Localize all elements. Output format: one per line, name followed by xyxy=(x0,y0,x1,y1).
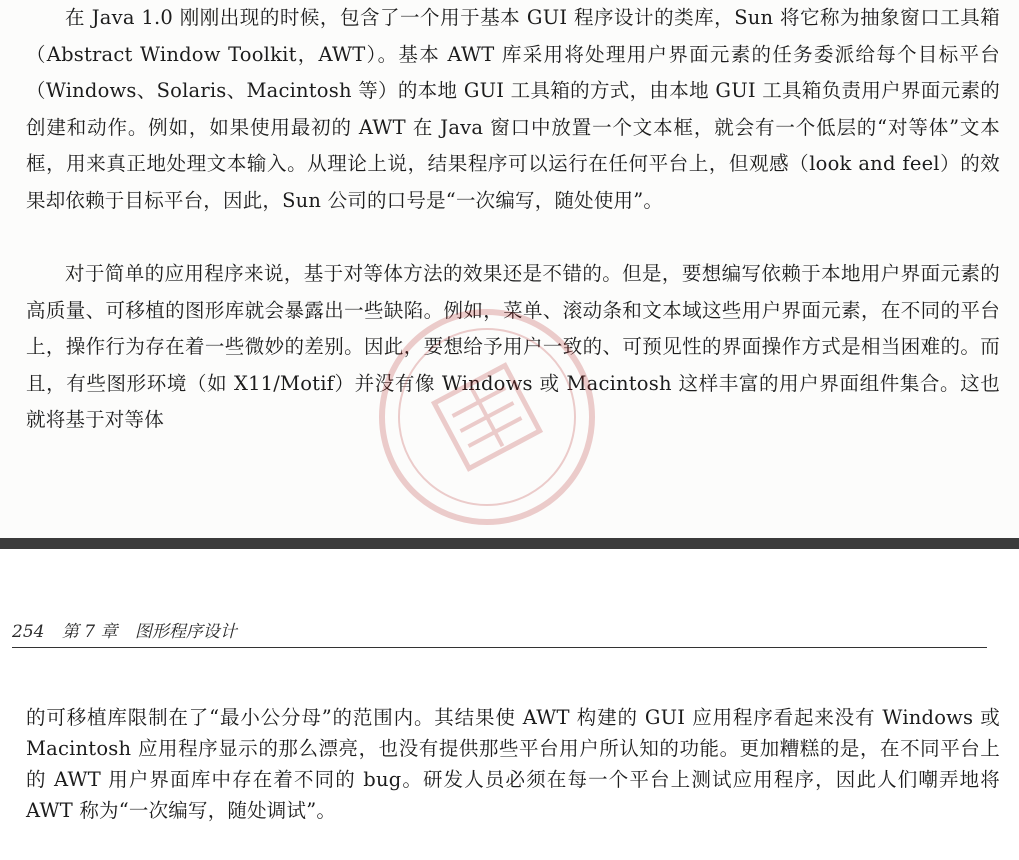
page-divider xyxy=(0,538,1019,549)
chapter-label: 第 7 章 xyxy=(61,622,118,642)
paragraph: 在 Java 1.0 刚刚出现的时候，包含了一个用于基本 GUI 程序设计的类库，Sun 将它称为抽象窗口工具箱（Abstract Window Toolkit，AWT）。基本 AWT 库采用将处理用户界面元素的任务委派给每个目标平台（Windows、Solaris、Macintosh 等）的本地 GUI 工具箱的方式，由本地 GUI 工具箱负责用户界面元素的创建和动作。例如，如果使用最初的 AWT 在 Java 窗口中放置一个文本框，就会有一个低层的“对等体”文本框，用来真正地处理文本输入。从理论上说，结果程序可以运行在任何平台上，但观感（look and feel）的效果却依赖于目标平台，因此，Sun 公司的口号是“一次编写，随处使用”。 xyxy=(26,6,1000,212)
chapter-title: 图形程序设计 xyxy=(134,622,237,642)
running-header xyxy=(12,617,987,648)
page-number: 254 xyxy=(12,622,45,642)
paragraph: 的可移植库限制在了“最小公分母”的范围内。其结果使 AWT 构建的 GUI 应用程序看起来没有 Windows 或 Macintosh 应用程序显示的那么漂亮，也没有提供那些平台用户所认知的功能。更加糟糕的是，在不同平台上的 AWT 用户界面库中存在着不同的 bug。研发人员必须在每一个平台上测试应用程序，因此人们嘲弄地将 AWT 称为“一次编写，随处调试”。 xyxy=(26,706,1000,822)
paragraph: 对于简单的应用程序来说，基于对等体方法的效果还是不错的。但是，要想编写依赖于本地用户界面元素的高质量、可移植的图形库就会暴露出一些缺陷。例如，菜单、滚动条和文本域这些用户界面元素，在不同的平台上，操作行为存在着一些微妙的差别。因此，要想给予用户一致的、可预见性的界面操作方式是相当困难的。而且，有些图形环境（如 X11/Motif）并没有像 Windows 或 Macintosh 这样丰富的用户界面组件集合。这也就将基于对等体 xyxy=(26,262,1000,431)
